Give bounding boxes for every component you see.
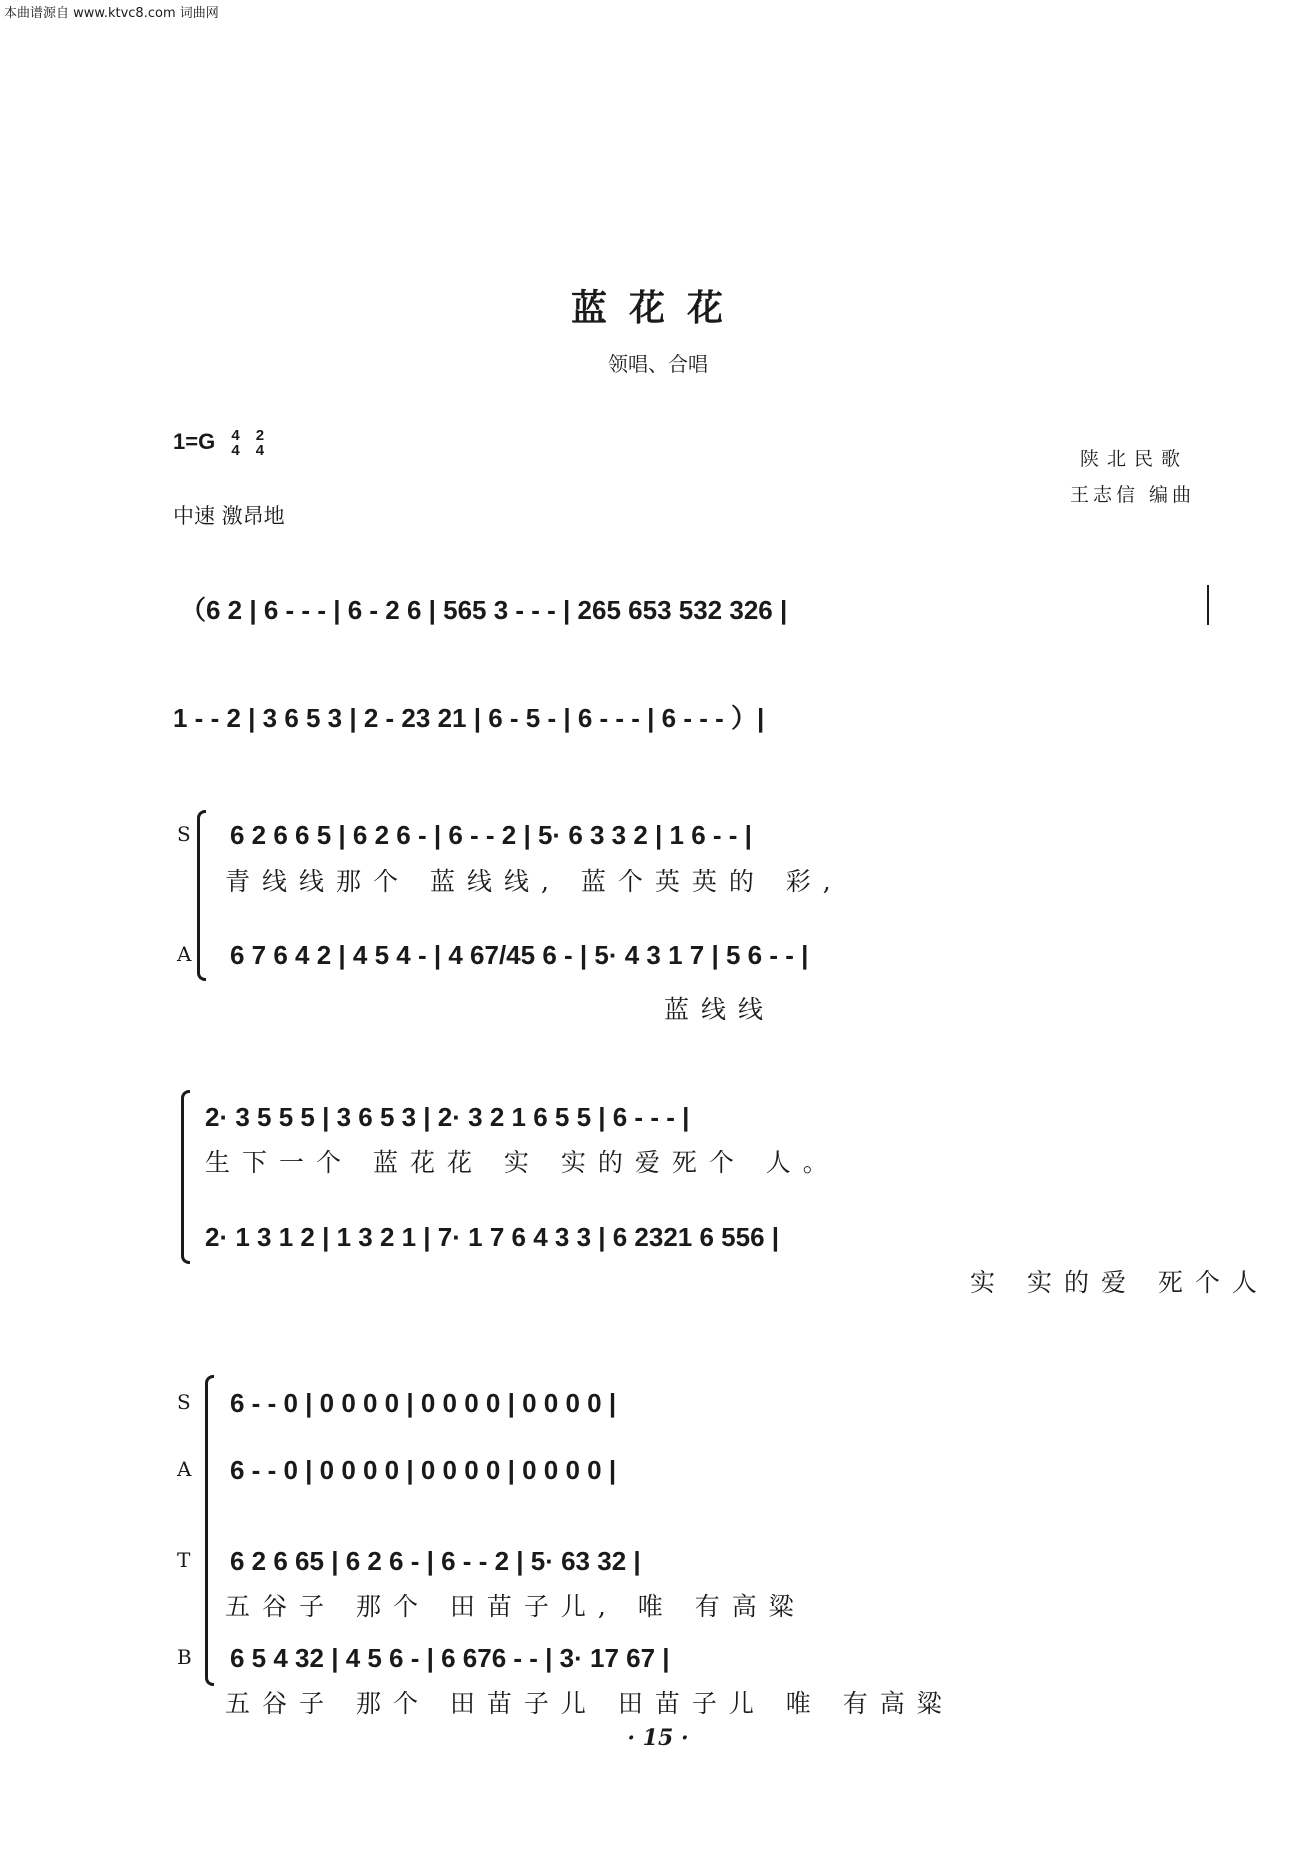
- soprano-music-5: 6 - - 0 | 0 0 0 0 | 0 0 0 0 | 0 0 0 0 |: [230, 1388, 617, 1418]
- voice-label-a: A: [177, 942, 192, 966]
- time-sig-2-top: 2: [255, 427, 265, 444]
- song-arranger: 王志信 编曲: [1070, 484, 1196, 506]
- alto-music-4: 2· 1 3 1 2 | 1 3 2 1 | 7· 1 7 6 4 3 3 | 6 2321 6 556 |: [205, 1222, 780, 1252]
- bass-music-5: 6 5 4 32 | 4 5 6 - | 6 676 - - | 3· 17 67 |: [230, 1643, 670, 1673]
- alto-lyrics-3: 蓝线线: [664, 995, 776, 1024]
- bass-lyrics-5: 五谷子 那个 田苗子儿 田苗子儿 唯 有高粱: [225, 1689, 954, 1718]
- key-signature: [173, 428, 264, 458]
- system-brace: [197, 810, 206, 981]
- soprano-lyrics-3: 青线线那个 蓝线线, 蓝个英英的 彩,: [225, 867, 843, 896]
- barline: [1207, 585, 1209, 625]
- song-title: 蓝花花: [570, 287, 745, 329]
- system-brace: [181, 1090, 190, 1264]
- voice-label-s: S: [177, 1390, 191, 1414]
- voice-label-a: A: [177, 1457, 192, 1481]
- voice-label-t: T: [177, 1548, 191, 1572]
- system-brace: [205, 1375, 214, 1686]
- song-origin: 陕北民歌: [1080, 448, 1189, 470]
- alto-music-3: 6 7 6 4 2 | 4 5 4 - | 4 67/45 6 - | 5· 4 3 1 7 | 5 6 - - |: [230, 940, 809, 970]
- alto-lyrics-4: 实 实的爱 死个人: [970, 1268, 1269, 1297]
- soprano-music-4: 2· 3 5 5 5 | 3 6 5 3 | 2· 3 2 1 6 5 5 | 6 - - - |: [205, 1102, 690, 1132]
- tenor-lyrics-5: 五谷子 那个 田苗子儿, 唯 有高粱: [225, 1592, 806, 1621]
- song-subtitle: 领唱、合唱: [608, 352, 708, 376]
- alto-music-5: 6 - - 0 | 0 0 0 0 | 0 0 0 0 | 0 0 0 0 |: [230, 1455, 617, 1485]
- time-sig-1-top: 4: [231, 427, 240, 444]
- time-signature-2: [256, 428, 264, 458]
- page-number: · 15 ·: [627, 1725, 689, 1751]
- soprano-music-3: 6 2 6 6 5 | 6 2 6 - | 6 - - 2 | 5· 6 3 3 2 | 1 6 - - |: [230, 820, 752, 850]
- source-header: 本曲谱源自 www.ktvc8.com 词曲网: [4, 6, 219, 21]
- intro-line-1: （6 2 | 6 - - - | 6 - 2 6 | 565 3 - - - | 265 653 532 326 |: [180, 595, 788, 625]
- tempo-marking: 中速 激昂地: [173, 504, 285, 528]
- key-label: 1=G: [173, 428, 216, 454]
- soprano-lyrics-4: 生下一个 蓝花花 实 实的爱死个 人。: [205, 1148, 840, 1177]
- time-sig-1-bottom: 4: [231, 442, 240, 459]
- time-sig-2-bottom: 4: [255, 442, 265, 459]
- tenor-music-5: 6 2 6 65 | 6 2 6 - | 6 - - 2 | 5· 63 32 |: [230, 1546, 641, 1576]
- voice-label-b: B: [177, 1645, 192, 1669]
- voice-label-s: S: [177, 822, 191, 846]
- intro-line-2: 1 - - 2 | 3 6 5 3 | 2 - 23 21 | 6 - 5 - | 6 - - - | 6 - - - ）|: [173, 703, 765, 733]
- time-signature-1: [231, 428, 239, 458]
